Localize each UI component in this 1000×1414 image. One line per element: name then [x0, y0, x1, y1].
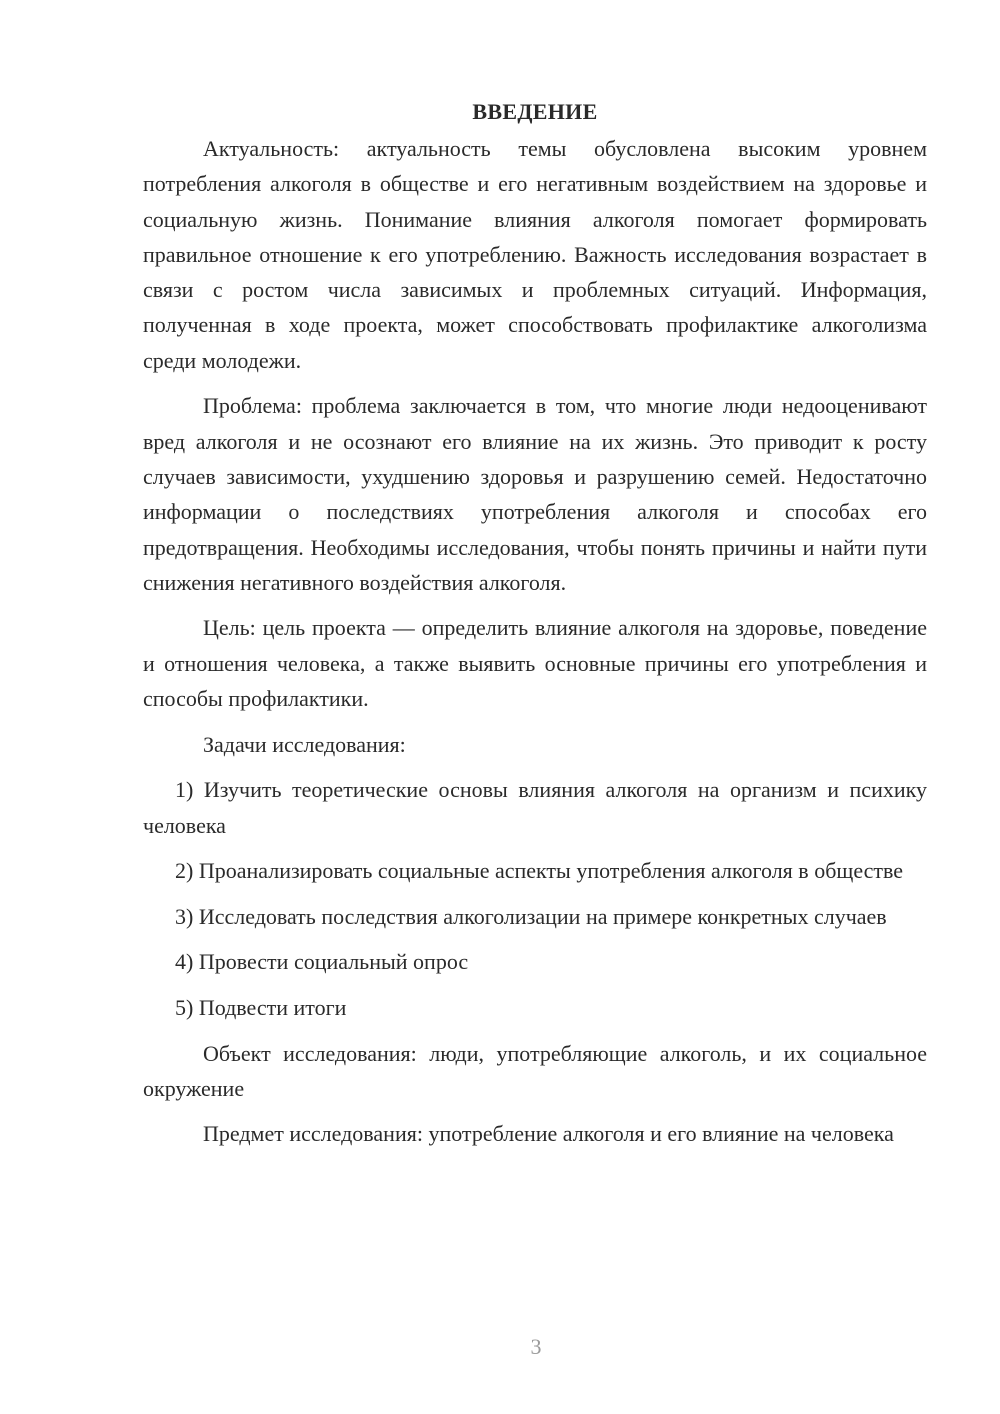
research-subject-paragraph: Предмет исследования: употребление алкоголя и его влияние на человека: [203, 1121, 894, 1147]
relevance-paragraph: Актуальность: актуальность темы обусловлена высоким уровнем потребления алкоголя в обществе и его негативным воздействием на здоровье и социальную жизнь. Понимание влияния алкоголя помогает формировать правильное отношение к его употреблению. Важность исследования возрастает в связи с ростом числа зависимых и проблемных ситуаций. Информация, полученная в ходе проекта, может способствовать профилактике алкоголизма среди молодежи.: [143, 136, 927, 373]
research-object-paragraph: Объект исследования: люди, употребляющие алкоголь, и их социальное окружение: [143, 1040, 927, 1101]
task-item-4: 4) Провести социальный опрос: [175, 949, 469, 975]
tasks-heading: Задачи исследования:: [203, 731, 406, 757]
page-content: [143, 94, 927, 1162]
task-item-3: 3) Исследовать последствия алкоголизации на примере конкретных случаев: [175, 903, 887, 929]
task-item-5: 5) Подвести итоги: [175, 994, 347, 1020]
goal-paragraph: Цель: цель проекта — определить влияние алкоголя на здоровье, поведение и отношения человека, а также выявить основные причины его употребления и способы профилактики.: [143, 615, 927, 712]
page-number: 3: [530, 1334, 542, 1359]
problem-paragraph: Проблема: проблема заключается в том, что многие люди недооценивают вред алкоголя и не осознают его влияние на их жизнь. Это приводит к росту случаев зависимости, ухудшению здоровья и разрушению семей. Недостаточно информации о последствиях употребления алкоголя и способах его предотвращения. Необходимы исследования, чтобы понять причины и найти пути снижения негативного воздействия алкоголя.: [143, 393, 927, 595]
task-item-1: 1) Изучить теоретические основы влияния алкоголя на организм и психику человека: [143, 777, 927, 838]
section-title: ВВЕДЕНИЕ: [472, 99, 598, 124]
task-item-2: 2) Проанализировать социальные аспекты употребления алкоголя в обществе: [175, 858, 904, 884]
